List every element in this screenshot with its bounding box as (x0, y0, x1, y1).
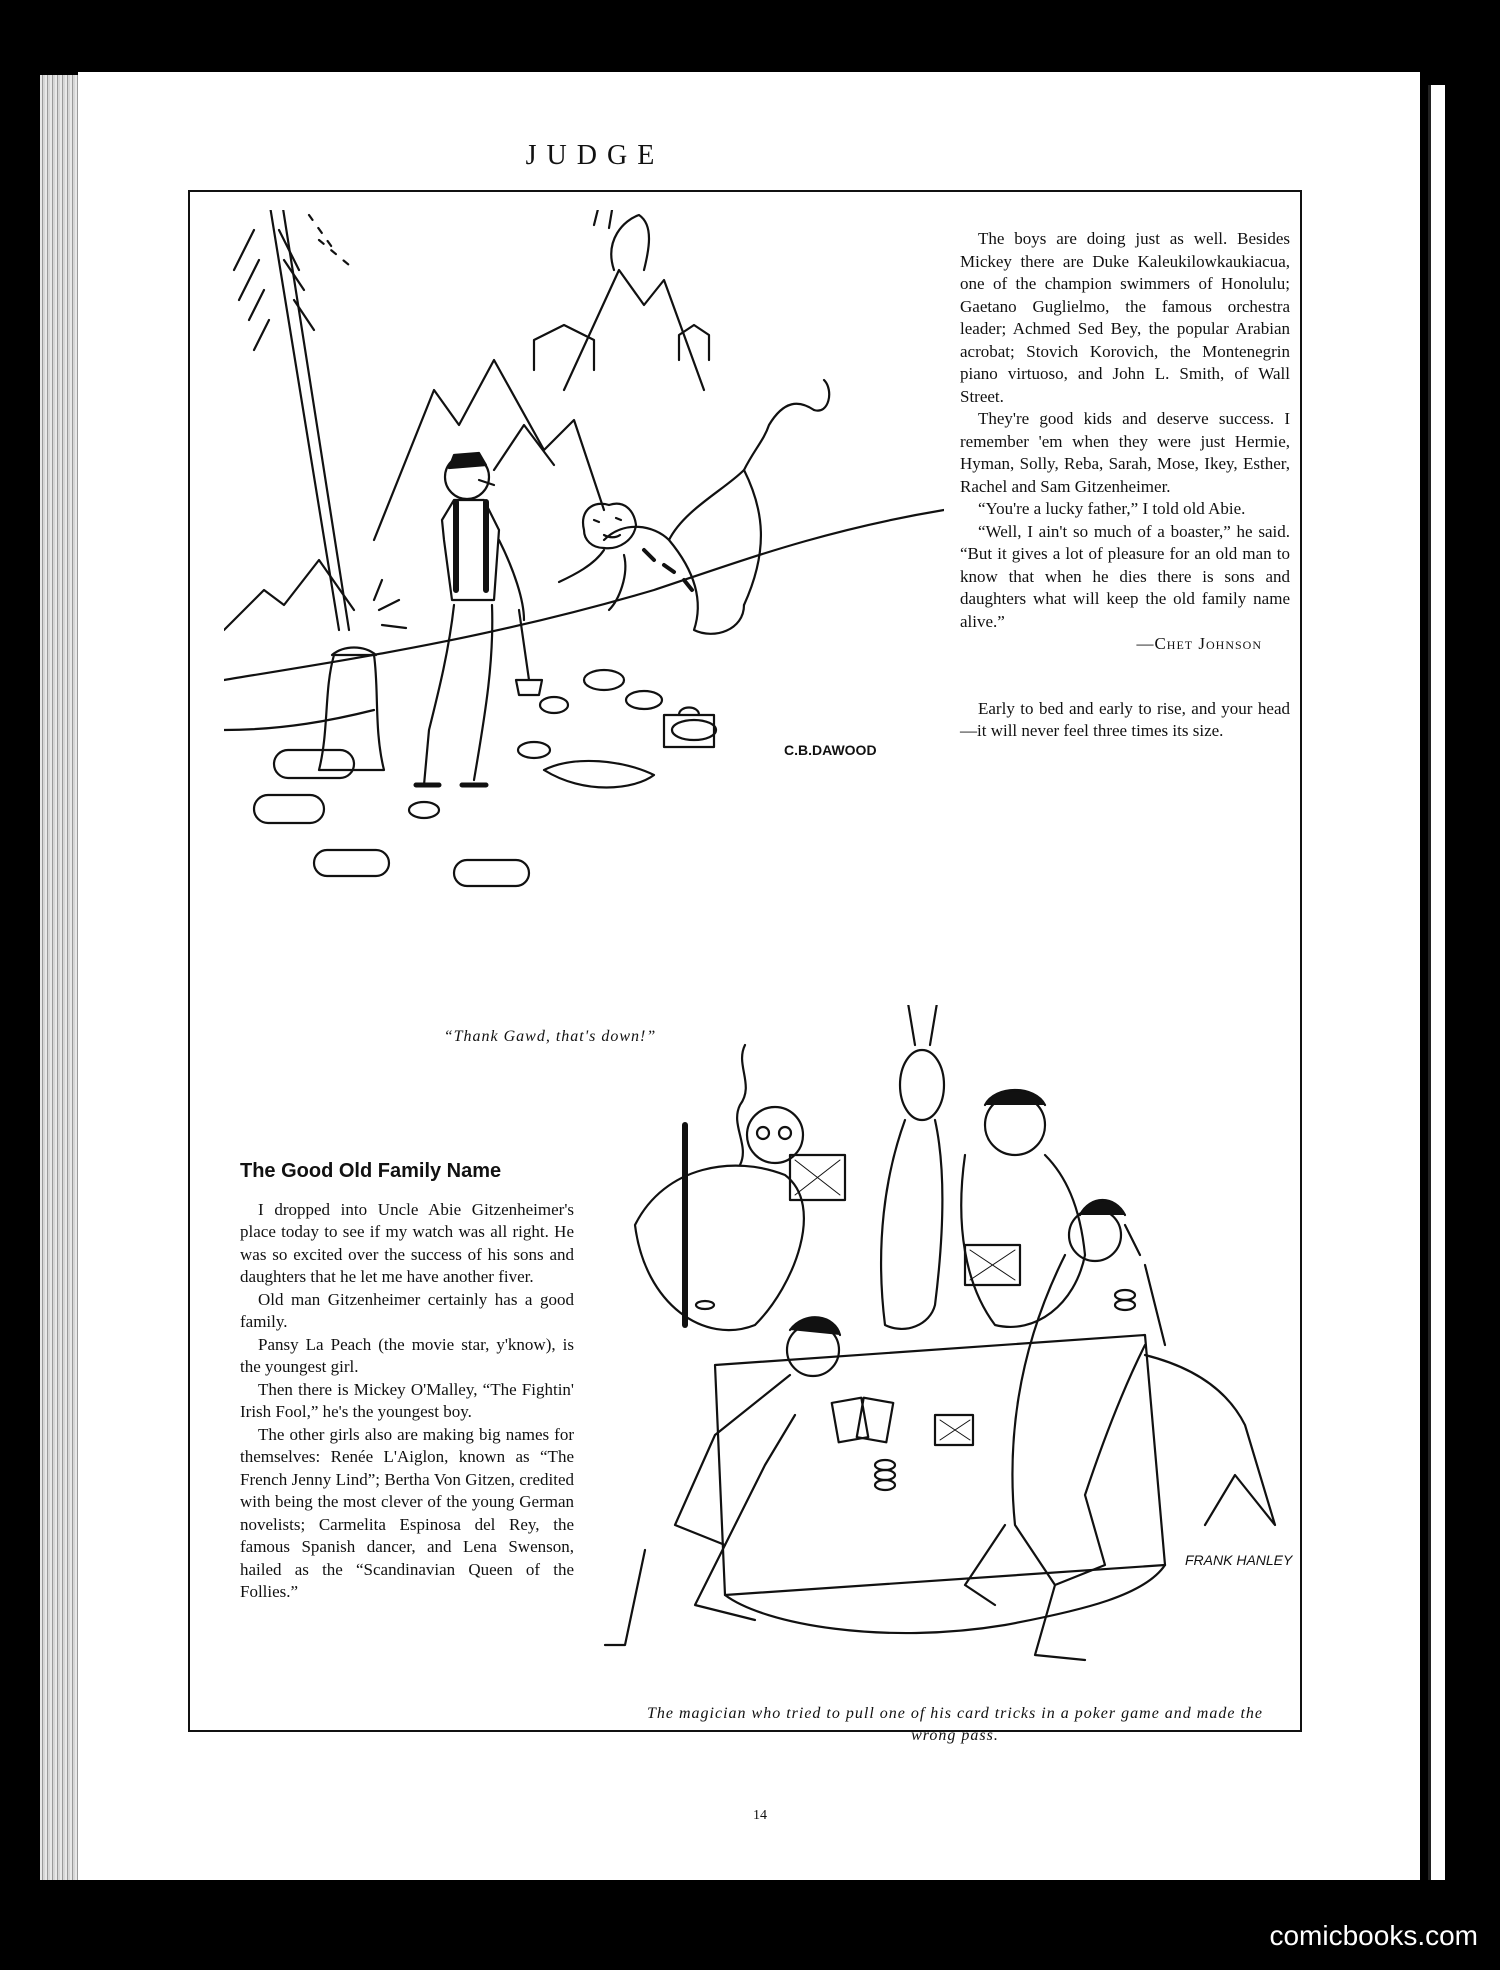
right-paragraph-2: They're good kids and deserve success. I remember 'em when they were just Hermie, Hyman, Solly, Reba, Sarah, Mose, Ikey, Esther, Rachel and Sam Gitzenheimer. (960, 409, 1290, 496)
page-number: 14 (753, 1808, 767, 1823)
article-column (240, 1160, 574, 1604)
author-signature: —Chet Johnson (1136, 634, 1262, 653)
article-paragraph-3: Pansy La Peach (the movie star, y'know), is the youngest girl. (240, 1334, 574, 1376)
cartoon-2-caption: The magician who tried to pull one of his card tricks in a poker game and made the wrong pass. (646, 1705, 1263, 1744)
watermark: comicbooks.com (1269, 1920, 1478, 1951)
right-paragraph-1: The boys are doing just as well. Besides Mickey there are Duke Kaleukilowkaukiacua, one of the champion swimmers of Honolulu; Gaetano Guglielmo, the famous orchestra leader; Achmed Sed Bey, the popular Arabian acrobat; Stovich Korovich, the Montenegrin piano virtuoso, and John L. Smith, of Wall Street. (960, 229, 1290, 406)
right-text-column (960, 228, 1290, 743)
article-paragraph-4: Then there is Mickey O'Malley, “The Fightin' Irish Fool,” he's the youngest boy. (240, 1379, 574, 1421)
article-paragraph-5: The other girls also are making big names for themselves: Renée L'Aiglon, known as “The French Jenny Lind”; Bertha Von Gitzen, credited with being the most clever of the young German novelists; Carmelita Espinosa del Rey, the famous Spanish dancer, and Lena Swenson, hailed as the “Scandinavian Queen of the Follies.” (240, 1424, 574, 1601)
artist-signature-2: FRANK HANLEY (1185, 1552, 1293, 1568)
artist-signature-1: C.B.DAWOOD (784, 742, 877, 758)
poker-cartoon (585, 1005, 1300, 1695)
book-spine-edges (40, 75, 80, 1880)
article-paragraph-1: I dropped into Uncle Abie Gitzenheimer's place today to see if my watch was all right. He was so excited over the success of his sons and daughters that he let me have another fiver. (240, 1199, 574, 1286)
right-paragraph-4: “Well, I ain't so much of a boaster,” he said. “But it gives a lot of pleasure for an old man to know that when he dies there is sons and daughters what will keep the old family name alive.” (960, 521, 1290, 631)
filler-joke: Early to bed and early to rise, and your head—it will never feel three times its size. (960, 698, 1290, 740)
cartoon-1-caption: “Thank Gawd, that's down!” (443, 1028, 657, 1045)
right-paragraph-3: “You're a lucky father,” I told old Abie. (978, 499, 1246, 518)
lumberjack-cartoon (224, 210, 944, 1025)
article-title: The Good Old Family Name (240, 1160, 502, 1182)
masthead: JUDGE (525, 140, 665, 171)
facing-page-edge (1428, 85, 1445, 1880)
article-paragraph-2: Old man Gitzenheimer certainly has a good family. (240, 1289, 574, 1331)
